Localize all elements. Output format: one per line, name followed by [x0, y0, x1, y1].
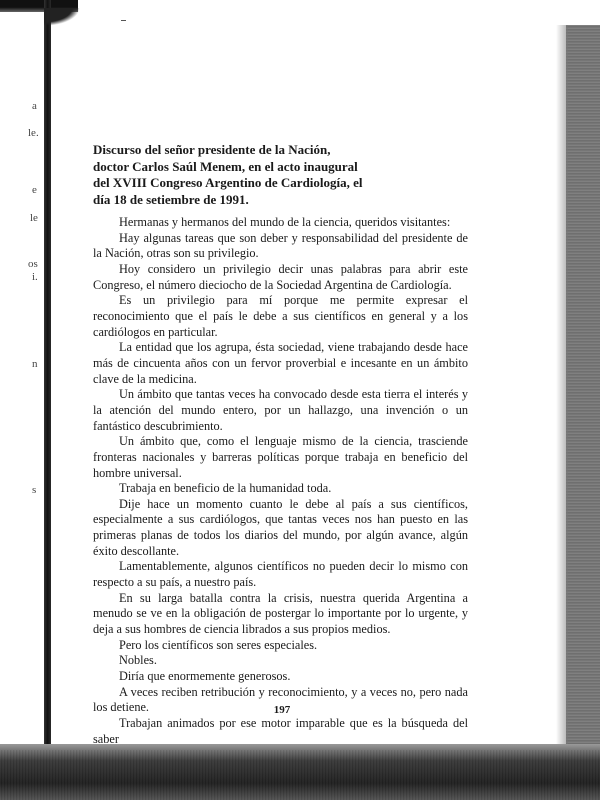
- paragraph: Diría que enormemente generosos.: [119, 669, 291, 684]
- margin-fragment: e: [32, 184, 37, 196]
- paragraph: Un ámbito que, como el lenguaje mismo de la ciencia, trasciende fronteras nacionales y barreras políticas porque trabaja en beneficio del hombre universal.: [93, 434, 468, 480]
- book-spine-shadow: [44, 0, 51, 790]
- paragraph: Nobles.: [119, 653, 157, 668]
- paragraph: Es un privilegio para mí porque me permite expresar el reconocimiento que el país le debe a sus científicos en general y a los cardiólogos en particular.: [93, 293, 468, 339]
- paragraph: La entidad que los agrupa, ésta sociedad, viene trabajando desde hace más de cincuenta años con un fervor proverbial e incesante en un ámbito clave de la medicina.: [93, 340, 468, 386]
- right-edge-shade: [556, 25, 568, 800]
- margin-fragment: le.: [28, 127, 39, 139]
- bottom-edge-texture: [0, 750, 600, 800]
- page-number: 197: [273, 704, 291, 716]
- paragraph: Pero los científicos son seres especiales.: [119, 637, 318, 652]
- paragraph: Trabajan animados por ese motor imparable que es la búsqueda del saber: [93, 716, 468, 746]
- margin-fragment: s: [32, 484, 37, 496]
- title-line: doctor Carlos Saúl Menem, en el acto inaugural: [93, 158, 358, 174]
- paragraph: Un ámbito que tantas veces ha convocado desde esta tierra el interés y la atención del mundo entero, por un hallazgo, una invención o un fantástico descubrimiento.: [93, 387, 468, 433]
- paragraph: Trabaja en beneficio de la humanidad toda.: [119, 481, 332, 496]
- paragraph: Hay algunas tareas que son deber y responsabilidad del presidente de la Nación, otras son su privilegio.: [93, 230, 468, 261]
- paragraph: A veces reciben retribución y reconocimiento, y a veces no, pero nada los detiene.: [93, 684, 468, 715]
- paragraph: Dije hace un momento cuanto le debe al país a sus científicos, especialmente a sus cardiólogos, que tantas veces nos han puesto en las primeras planas de todos los diarios del mundo, por algún avance, algún éxito descollante.: [93, 496, 468, 558]
- margin-fragment: le: [30, 212, 38, 224]
- paragraph: Hermanas y hermanos del mundo de la ciencia, queridos visitantes:: [119, 215, 451, 229]
- speech-body: [93, 215, 468, 747]
- margin-fragment: i.: [32, 271, 38, 283]
- speech-title: [93, 142, 393, 208]
- title-line: del XVIII Congreso Argentino de Cardiología, el: [93, 175, 363, 190]
- title-line: Discurso del señor presidente de la Nación,: [93, 142, 331, 157]
- right-page-edge: [566, 25, 600, 800]
- margin-fragment: n: [32, 358, 38, 370]
- scan-mark: [121, 20, 126, 21]
- title-line: día 18 de setiembre de 1991.: [93, 191, 249, 207]
- spine-cap-shadow: [44, 8, 80, 26]
- paragraph: Lamentablemente, algunos científicos no pueden decir lo mismo con respecto a su país, a nuestro país.: [93, 559, 468, 590]
- margin-fragment: a: [32, 100, 37, 112]
- paragraph: En su larga batalla contra la crisis, nuestra querida Argentina a menudo se ve en la obligación de postergar lo importante por lo urgente, y deja a sus hombres de ciencia librados a sus propios medios.: [93, 590, 468, 637]
- paragraph: Hoy considero un privilegio decir unas palabras para abrir este Congreso, el número dieciocho de la Sociedad Argentina de Cardiología.: [93, 261, 468, 292]
- margin-fragment: os: [28, 258, 38, 270]
